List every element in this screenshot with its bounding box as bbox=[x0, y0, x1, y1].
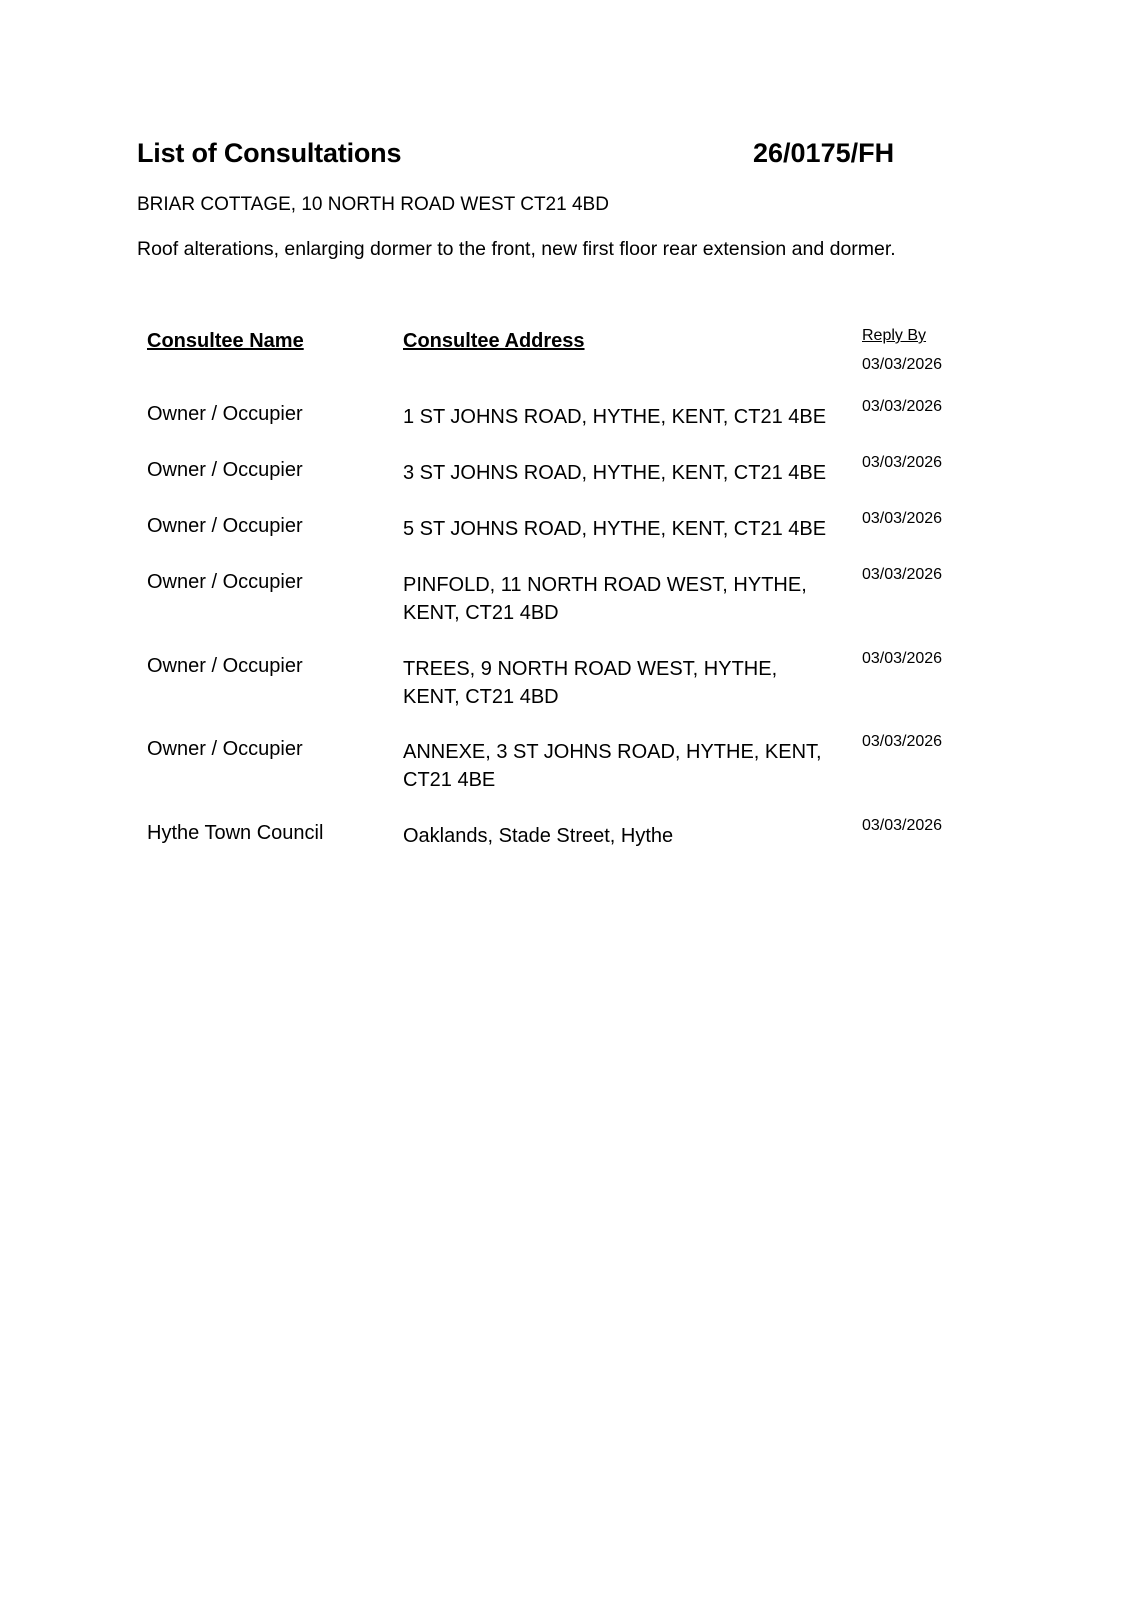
column-header-reply-by: Reply By bbox=[862, 327, 927, 344]
consultee-name: Owner / Occupier bbox=[147, 571, 303, 593]
consultee-address: Oaklands, Stade Street, Hythe bbox=[403, 825, 674, 847]
consultee-address: PINFOLD, 11 NORTH ROAD WEST, HYTHE, KENT, CT21 4BD bbox=[403, 574, 807, 624]
consultee-address: 1 ST JOHNS ROAD, HYTHE, KENT, CT21 4BE bbox=[403, 406, 827, 428]
consultee-name: Hythe Town Council bbox=[147, 822, 324, 844]
site-address: BRIAR COTTAGE, 10 NORTH ROAD WEST CT21 4BD bbox=[137, 194, 609, 215]
consultee-address: 3 ST JOHNS ROAD, HYTHE, KENT, CT21 4BE bbox=[403, 462, 827, 484]
proposal-description: Roof alterations, enlarging dormer to the front, new first floor rear extension and dormer. bbox=[137, 238, 896, 260]
reply-by-date: 03/03/2026 bbox=[862, 566, 943, 583]
consultee-address: TREES, 9 NORTH ROAD WEST, HYTHE, KENT, CT21 4BD bbox=[403, 658, 778, 708]
consultee-name: Owner / Occupier bbox=[147, 515, 303, 537]
column-header-name: Consultee Name bbox=[147, 330, 304, 352]
consultee-name: Owner / Occupier bbox=[147, 738, 303, 760]
consultee-name: Owner / Occupier bbox=[147, 459, 303, 481]
reply-by-date: 03/03/2026 bbox=[862, 650, 943, 667]
column-header-reply-by-date: 03/03/2026 bbox=[862, 356, 943, 373]
reply-by-date: 03/03/2026 bbox=[862, 733, 943, 750]
consultee-name: Owner / Occupier bbox=[147, 655, 303, 677]
application-reference: 26/0175/FH bbox=[753, 138, 895, 168]
consultee-address: ANNEXE, 3 ST JOHNS ROAD, HYTHE, KENT, CT21 4BE bbox=[403, 741, 822, 791]
consultee-address: 5 ST JOHNS ROAD, HYTHE, KENT, CT21 4BE bbox=[403, 518, 827, 540]
consultee-name: Owner / Occupier bbox=[147, 403, 303, 425]
reply-by-date: 03/03/2026 bbox=[862, 398, 943, 415]
reply-by-date: 03/03/2026 bbox=[862, 817, 943, 834]
reply-by-date: 03/03/2026 bbox=[862, 510, 943, 527]
page-title: List of Consultations bbox=[137, 138, 402, 168]
column-header-address: Consultee Address bbox=[403, 330, 585, 352]
reply-by-date: 03/03/2026 bbox=[862, 454, 943, 471]
